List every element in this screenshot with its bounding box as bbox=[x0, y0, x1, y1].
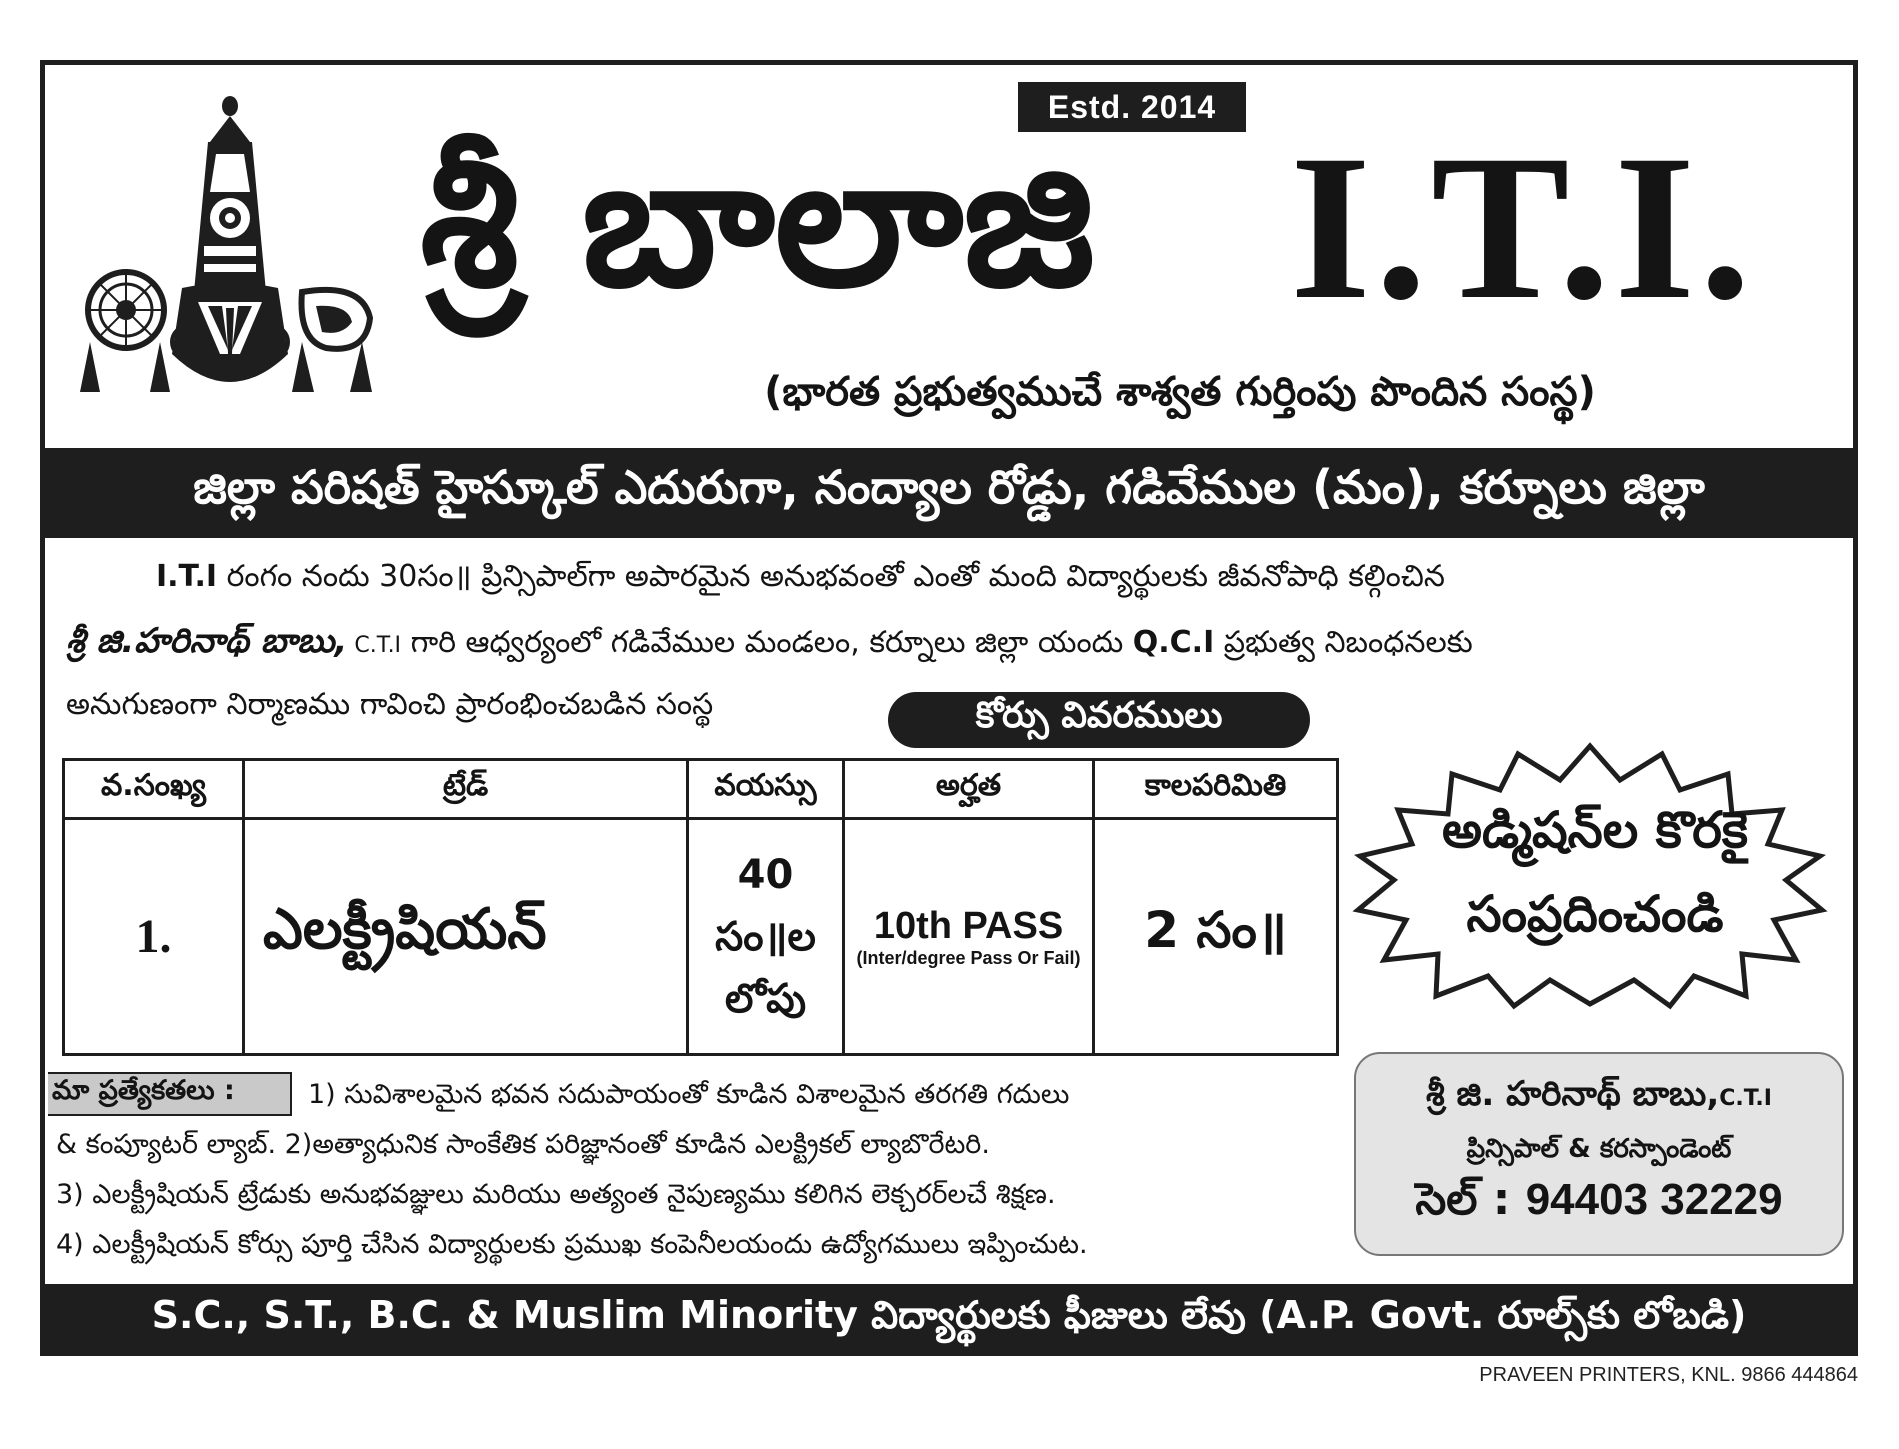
admission-callout bbox=[1430, 788, 1760, 958]
intro-line-3: అనుగుణంగా నిర్మాణము గావించి ప్రారంభించబడిన సంస్థ bbox=[66, 687, 714, 722]
feature-line-3: 3) ఎలక్ట్రీషియన్ ట్రేడుకు అనుభవజ్ఞులు మరియు అత్యంత నైపుణ్యము కలిగిన లెక్చరర్‌లచే శిక్షణ. bbox=[56, 1179, 1056, 1210]
institute-name-iti: I.T.I. bbox=[1290, 112, 1756, 342]
intro-line-2 bbox=[66, 616, 1846, 671]
contact-name-suffix: C.T.I bbox=[1719, 1086, 1772, 1111]
table-row bbox=[64, 819, 1338, 1055]
intro-iti: I.T.I bbox=[156, 559, 218, 594]
cell-qualification bbox=[844, 819, 1094, 1055]
recognition-subtitle: (భారత ప్రభుత్వముచే శాశ్వత గుర్తింపు పొందిన సంస్థ) bbox=[764, 369, 1596, 415]
contact-card bbox=[1354, 1052, 1844, 1256]
fee-waiver-band: S.C., S.T., B.C. & Muslim Minority విద్యార్థులకు ఫీజులు లేవు (A.P. Govt. రూల్స్‌కు లోబడి) bbox=[40, 1284, 1858, 1356]
qualification-note: (Inter/degree Pass Or Fail) bbox=[856, 947, 1081, 968]
contact-cell-line bbox=[1356, 1174, 1842, 1236]
header-duration: కాలపరిమితి bbox=[1094, 760, 1338, 819]
contact-role: ప్రిన్సిపాల్ & కరస్పాండెంట్ bbox=[1466, 1134, 1732, 1164]
intro-cti: C.T.I bbox=[347, 633, 402, 658]
contact-name-line bbox=[1356, 1074, 1842, 1122]
age-limit: లోపు bbox=[724, 975, 807, 1022]
institute-name-telugu: శ్రీ బాలాజి bbox=[420, 118, 1095, 327]
admission-line-1: అడ్మిషన్‌ల కొరకై bbox=[1442, 801, 1748, 859]
feature-line-2: & కంప్యూటర్ ల్యాబ్. 2)అత్యాధునిక సాంకేతిక పరిజ్ఞానంతో కూడిన ఎలక్ట్రికల్ ల్యాబొరేటరి. bbox=[56, 1129, 990, 1160]
venkateswara-emblem-icon bbox=[80, 92, 380, 418]
header-qualification: అర్హత bbox=[844, 760, 1094, 819]
header-trade: ట్రేడ్ bbox=[244, 760, 688, 819]
age-value: 40 bbox=[737, 851, 794, 898]
header-age: వయస్సు bbox=[688, 760, 844, 819]
printer-credit: PRAVEEN PRINTERS, KNL. 9866 444864 bbox=[1479, 1364, 1858, 1386]
cell-trade: ఎలక్ట్రీషియన్ bbox=[244, 819, 688, 1055]
intro-qci: Q.C.I bbox=[1132, 625, 1215, 660]
intro-principal-name: శ్రీ జి.హరినాథ్ బాబు, bbox=[66, 621, 348, 661]
course-table bbox=[62, 758, 1339, 1056]
course-table-header bbox=[64, 760, 1338, 819]
intro-line2-mid: గారి ఆధ్వర్యంలో గడివేముల మండలం, కర్నూలు జిల్లా యందు bbox=[401, 625, 1133, 660]
features-label: మా ప్రత్యేకతలు : bbox=[48, 1072, 292, 1116]
intro-line1-text: రంగం నందు 30సం॥ ప్రిన్సిపాల్‌గా అపారమైన అనుభవంతో ఎంతో మంది విద్యార్థులకు జీవనోపాధి కల్గించిన bbox=[217, 559, 1445, 594]
contact-cell-number[interactable]: 94403 32229 bbox=[1525, 1175, 1783, 1224]
cell-duration: 2 సం॥ bbox=[1094, 819, 1338, 1055]
address-band: జిల్లా పరిషత్ హైస్కూల్ ఎదురుగా, నంద్యాల రోడ్డు, గడివేముల (మం), కర్నూలు జిల్లా bbox=[40, 448, 1858, 538]
cell-age bbox=[688, 819, 844, 1055]
contact-name: శ్రీ జి. హరినాథ్ బాబు, bbox=[1426, 1074, 1720, 1114]
established-badge: Estd. 2014 bbox=[1018, 82, 1246, 132]
qualification-main: 10th PASS bbox=[873, 904, 1064, 947]
cell-serial: 1. bbox=[64, 819, 244, 1055]
age-unit: సం॥ల bbox=[715, 913, 816, 960]
intro-line-1 bbox=[66, 552, 1899, 602]
feature-line-4: 4) ఎలక్ట్రీషియన్ కోర్సు పూర్తి చేసిన విద్యార్థులకు ప్రముఖ కంపెనీలయందు ఉద్యోగములు ఇప్పించుట. bbox=[56, 1229, 1088, 1260]
intro-line2-end: ప్రభుత్వ నిబంధనలకు bbox=[1214, 625, 1473, 660]
header-serial: వ.సంఖ్య bbox=[64, 760, 244, 819]
admission-line-2: సంప్రదించండి bbox=[1466, 885, 1724, 943]
feature-line-1: 1) సువిశాలమైన భవన సదుపాయంతో కూడిన విశాలమైన తరగతి గదులు bbox=[308, 1079, 1070, 1110]
contact-cell-label: సెల్ : bbox=[1415, 1174, 1526, 1225]
course-details-label: కోర్సు వివరములు bbox=[888, 692, 1310, 748]
